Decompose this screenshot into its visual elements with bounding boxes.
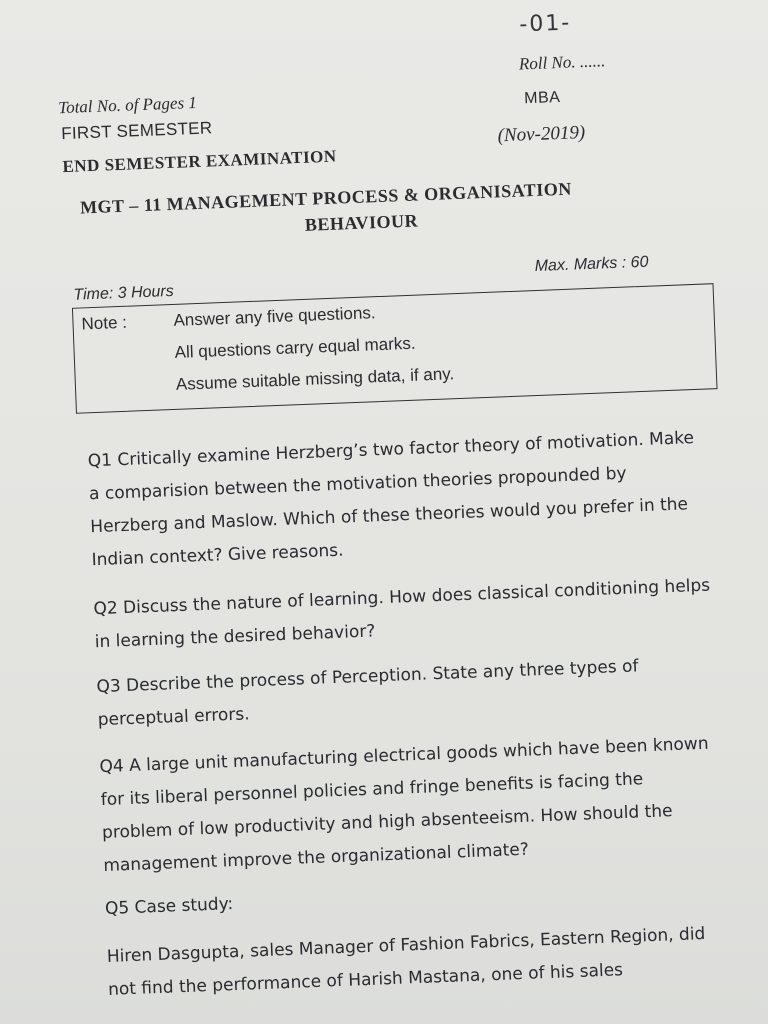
question-line: Indian context? Give reasons. — [91, 540, 344, 571]
case-study-line: not find the performance of Harish Mastana, one of his sales — [107, 960, 624, 1000]
instruction-line: Answer any five questions. — [173, 303, 376, 330]
page-marker: -01- — [518, 10, 572, 38]
question-line: Q1 Critically examine Herzberg’s two factor theory of motivation. Make — [87, 428, 695, 472]
instruction-line: Assume suitable missing data, if any. — [175, 364, 455, 394]
question-line: perceptual errors. — [97, 704, 250, 731]
exam-title: END SEMESTER EXAMINATION — [62, 146, 337, 177]
course-title-line2: BEHAVIOUR — [304, 210, 419, 235]
instructions-box — [72, 283, 718, 414]
question-line: problem of low productivity and high absenteeism. How should the — [101, 801, 673, 844]
question-line: management improve the organizational climate? — [102, 839, 530, 877]
exam-session: (Nov-2019) — [497, 122, 586, 147]
case-study-text — [106, 917, 734, 1007]
question-line: Herzberg and Maslow. Which of these theories would you prefer in the — [89, 494, 689, 538]
question-line: Q3 Describe the process of Perception. State any three types of — [96, 656, 639, 698]
question-2 — [93, 569, 721, 659]
instruction-line: All questions carry equal marks. — [174, 333, 416, 362]
max-marks: Max. Marks : 60 — [534, 253, 649, 276]
question-line: Q2 Discuss the nature of learning. How does classical conditioning helps — [93, 575, 711, 620]
roll-number: Roll No. ...... — [518, 51, 606, 74]
program-name: MBA — [523, 88, 561, 108]
exam-duration: Time: 3 Hours — [73, 282, 175, 304]
case-study-line: Hiren Dasgupta, sales Manager of Fashion Fabrics, Eastern Region, did — [106, 923, 706, 967]
question-line: a comparision between the motivation theories propounded by — [88, 463, 627, 505]
question-line: in learning the desired behavior? — [94, 621, 376, 653]
question-1 — [87, 421, 718, 577]
note-label: Note : — [81, 312, 128, 334]
course-title-line1: MGT – 11 MANAGEMENT PROCESS & ORGANISATION — [79, 178, 573, 218]
question-3 — [96, 647, 724, 737]
total-pages: Total No. of Pages 1 — [57, 92, 198, 118]
question-line: Q4 A large unit manufacturing electrical goods which have been known — [99, 733, 709, 778]
question-4 — [99, 727, 730, 883]
question-line: for its liberal personnel policies and fringe benefits is facing the — [100, 769, 644, 811]
semester-label: FIRST SEMESTER — [60, 118, 213, 144]
question-line: Q5 Case study: — [104, 894, 234, 919]
